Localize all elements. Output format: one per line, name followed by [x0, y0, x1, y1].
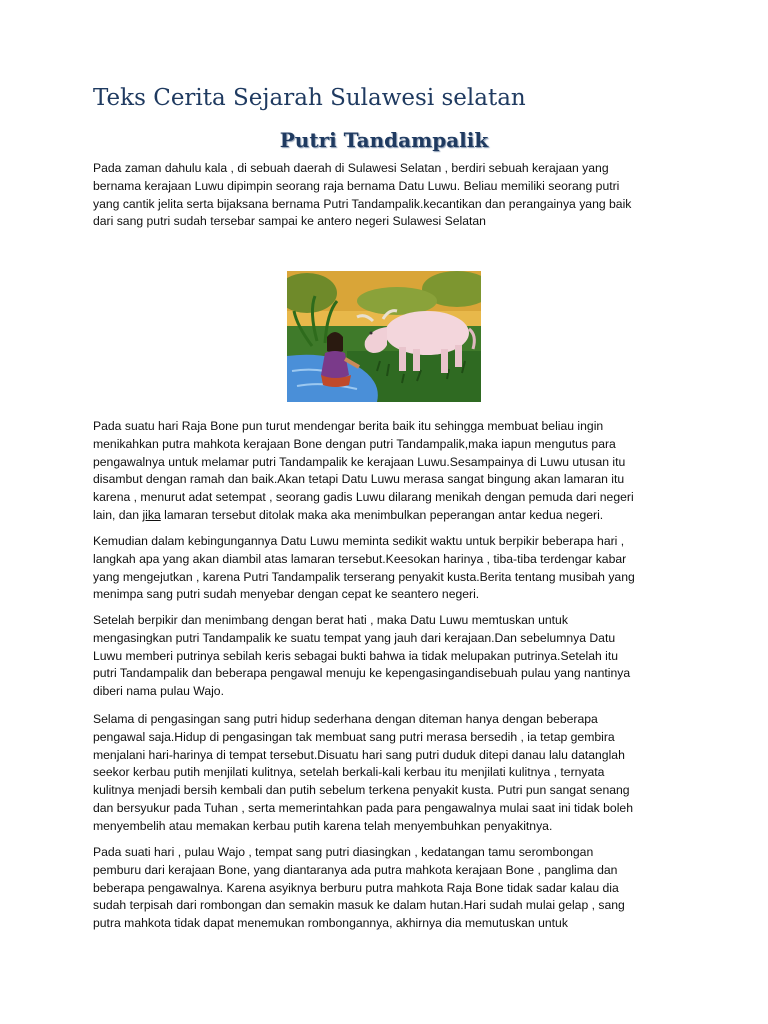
text-line: bernama kerajaan Luwu dipimpin seorang raja bernama Datu Luwu. Beliau memiliki seorang putri: [93, 178, 620, 193]
text-line: menikahkan putra mahkota kerajaan Bone dengan putri Tandampalik,maka iapun mengutus para: [93, 436, 616, 451]
text-line: pemburu dari kerajaan Bone, yang diantaranya ada putra mahkota kerajaan Bone , panglima dan: [93, 862, 618, 877]
text-line: Pada suatu hari Raja Bone pun turut mendengar berita baik itu sehingga membuat beliau ingin: [93, 419, 604, 433]
text-line: Kemudian dalam kebingungannya Datu Luwu meminta sedikit waktu untuk berpikir beberapa hari ,: [93, 534, 625, 548]
underlined-word: jika: [142, 507, 161, 522]
text-line: menimpa sang putri sudah menyebar dengan cepat ke seantero negeri.: [93, 587, 480, 602]
paragraph-3: [93, 533, 693, 604]
text-line: kulitnya menjadi bersih kembali dan putih sebelum terkena penyakit kusta. Putri pun sangat senang: [93, 783, 630, 798]
paragraph-4: [93, 612, 693, 701]
story-title: Putri Tandampalik: [279, 128, 489, 152]
text-line: yang mengejutkan , karena Putri Tandampalik terserang penyakit kusta.Berita tentang musibah yang: [93, 569, 635, 584]
text-segment: lain, dan: [93, 507, 143, 522]
text-line: seekor kerbau putih menjilati kulitnya, setelah berkali-kali kerbau itu menjilati kulitnya , ternyata: [93, 765, 605, 780]
text-line: karena , menurut adat setempat , seorang gadis Luwu dilarang menikah dengan pemuda dari negeri: [93, 490, 634, 505]
text-line: pengawal saja.Hidup di pengasingan tak membuat sang putri merasa bersedih , ia tetap gembira: [93, 729, 615, 744]
text-line: Selama di pengasingan sang putri hidup sederhana dengan diteman hanya dengan beberapa: [93, 712, 598, 726]
text-line: Setelah berpikir dan menimbang dengan berat hati , maka Datu Luwu memtuskan untuk: [93, 613, 568, 627]
document-title: Teks Cerita Sejarah Sulawesi selatan: [93, 85, 526, 111]
text-line: langkah apa yang akan diambil atas lamaran tersebut.Keesokan harinya , tiba-tiba terdengar kabar: [93, 551, 627, 566]
text-line: diberi nama pulau Wajo.: [93, 684, 224, 699]
text-line: disambut dengan ramah dan baik.Akan tetapi Datu Luwu merasa sangat bingung akan lamaran itu: [93, 472, 625, 487]
text-line: yang cantik jelita serta bijaksana bernama Putri Tandampalik.kecantikan dan perangainya yang baik: [93, 196, 632, 211]
text-line: menjalani hari-harinya di tempat tersebut.Disuatu hari sang putri duduk ditepi danau lalu datanglah: [93, 747, 625, 762]
text-line: dan bersyukur pada Tuhan , serta memerintahkan pada para pengawalnya mulai saat ini tidak boleh: [93, 800, 633, 815]
paragraph-1: [93, 160, 693, 231]
text-line: putra mahkota tidak dapat menemukan rombongannya, akhirnya dia memutuskan untuk: [93, 916, 568, 931]
paragraph-5: [93, 711, 693, 836]
text-line: putri Tandampalik dan beberapa pengawal menuju ke kepengasingandisebuah pulau yang nantinya: [93, 666, 631, 681]
text-segment: lamaran tersebut ditolak maka aka menimbulkan peperangan antar kedua negeri.: [160, 507, 604, 522]
text-line: mengasingkan putri Tandampalik ke suatu tempat yang jauh dari kerajaan.Dan sebelumnya Datu: [93, 630, 616, 645]
text-line: [93, 507, 693, 525]
paragraph-6: [93, 844, 693, 933]
text-line: pengawalnya untuk melamar putri Tandampalik ke kerajaan Luwu.Sesampainya di Luwu utusan itu: [93, 454, 626, 469]
paragraph-2: [93, 418, 693, 525]
text-line: dari sang putri sudah tersebar sampai ke antero negeri Sulawesi Selatan: [93, 214, 486, 229]
text-line: Pada suati hari , pulau Wajo , tempat sang putri diasingkan , kedatangan tamu serombongan: [93, 845, 594, 859]
text-line: sudah terpisah dari rombongan dan semakin masuk ke dalam hutan.Hari sudah mulai gelap , sang: [93, 898, 625, 913]
text-line: Luwu memberi putrinya sebilah keris sebagai bukti bahwa ia tidak melupakan putrinya.Setelah itu: [93, 648, 619, 663]
text-line: Pada zaman dahulu kala , di sebuah daerah di Sulawesi Selatan , berdiri sebuah kerajaan yang: [93, 161, 609, 175]
story-illustration: [287, 271, 481, 402]
text-line: menyembelih atau memakan kerbau putih karena telah menyembuhkan penyakitnya.: [93, 818, 553, 833]
text-line: beberapa pengawalnya. Karena asyiknya berburu putra mahkota Raja Bone tidak sadar kalau dia: [93, 880, 619, 895]
